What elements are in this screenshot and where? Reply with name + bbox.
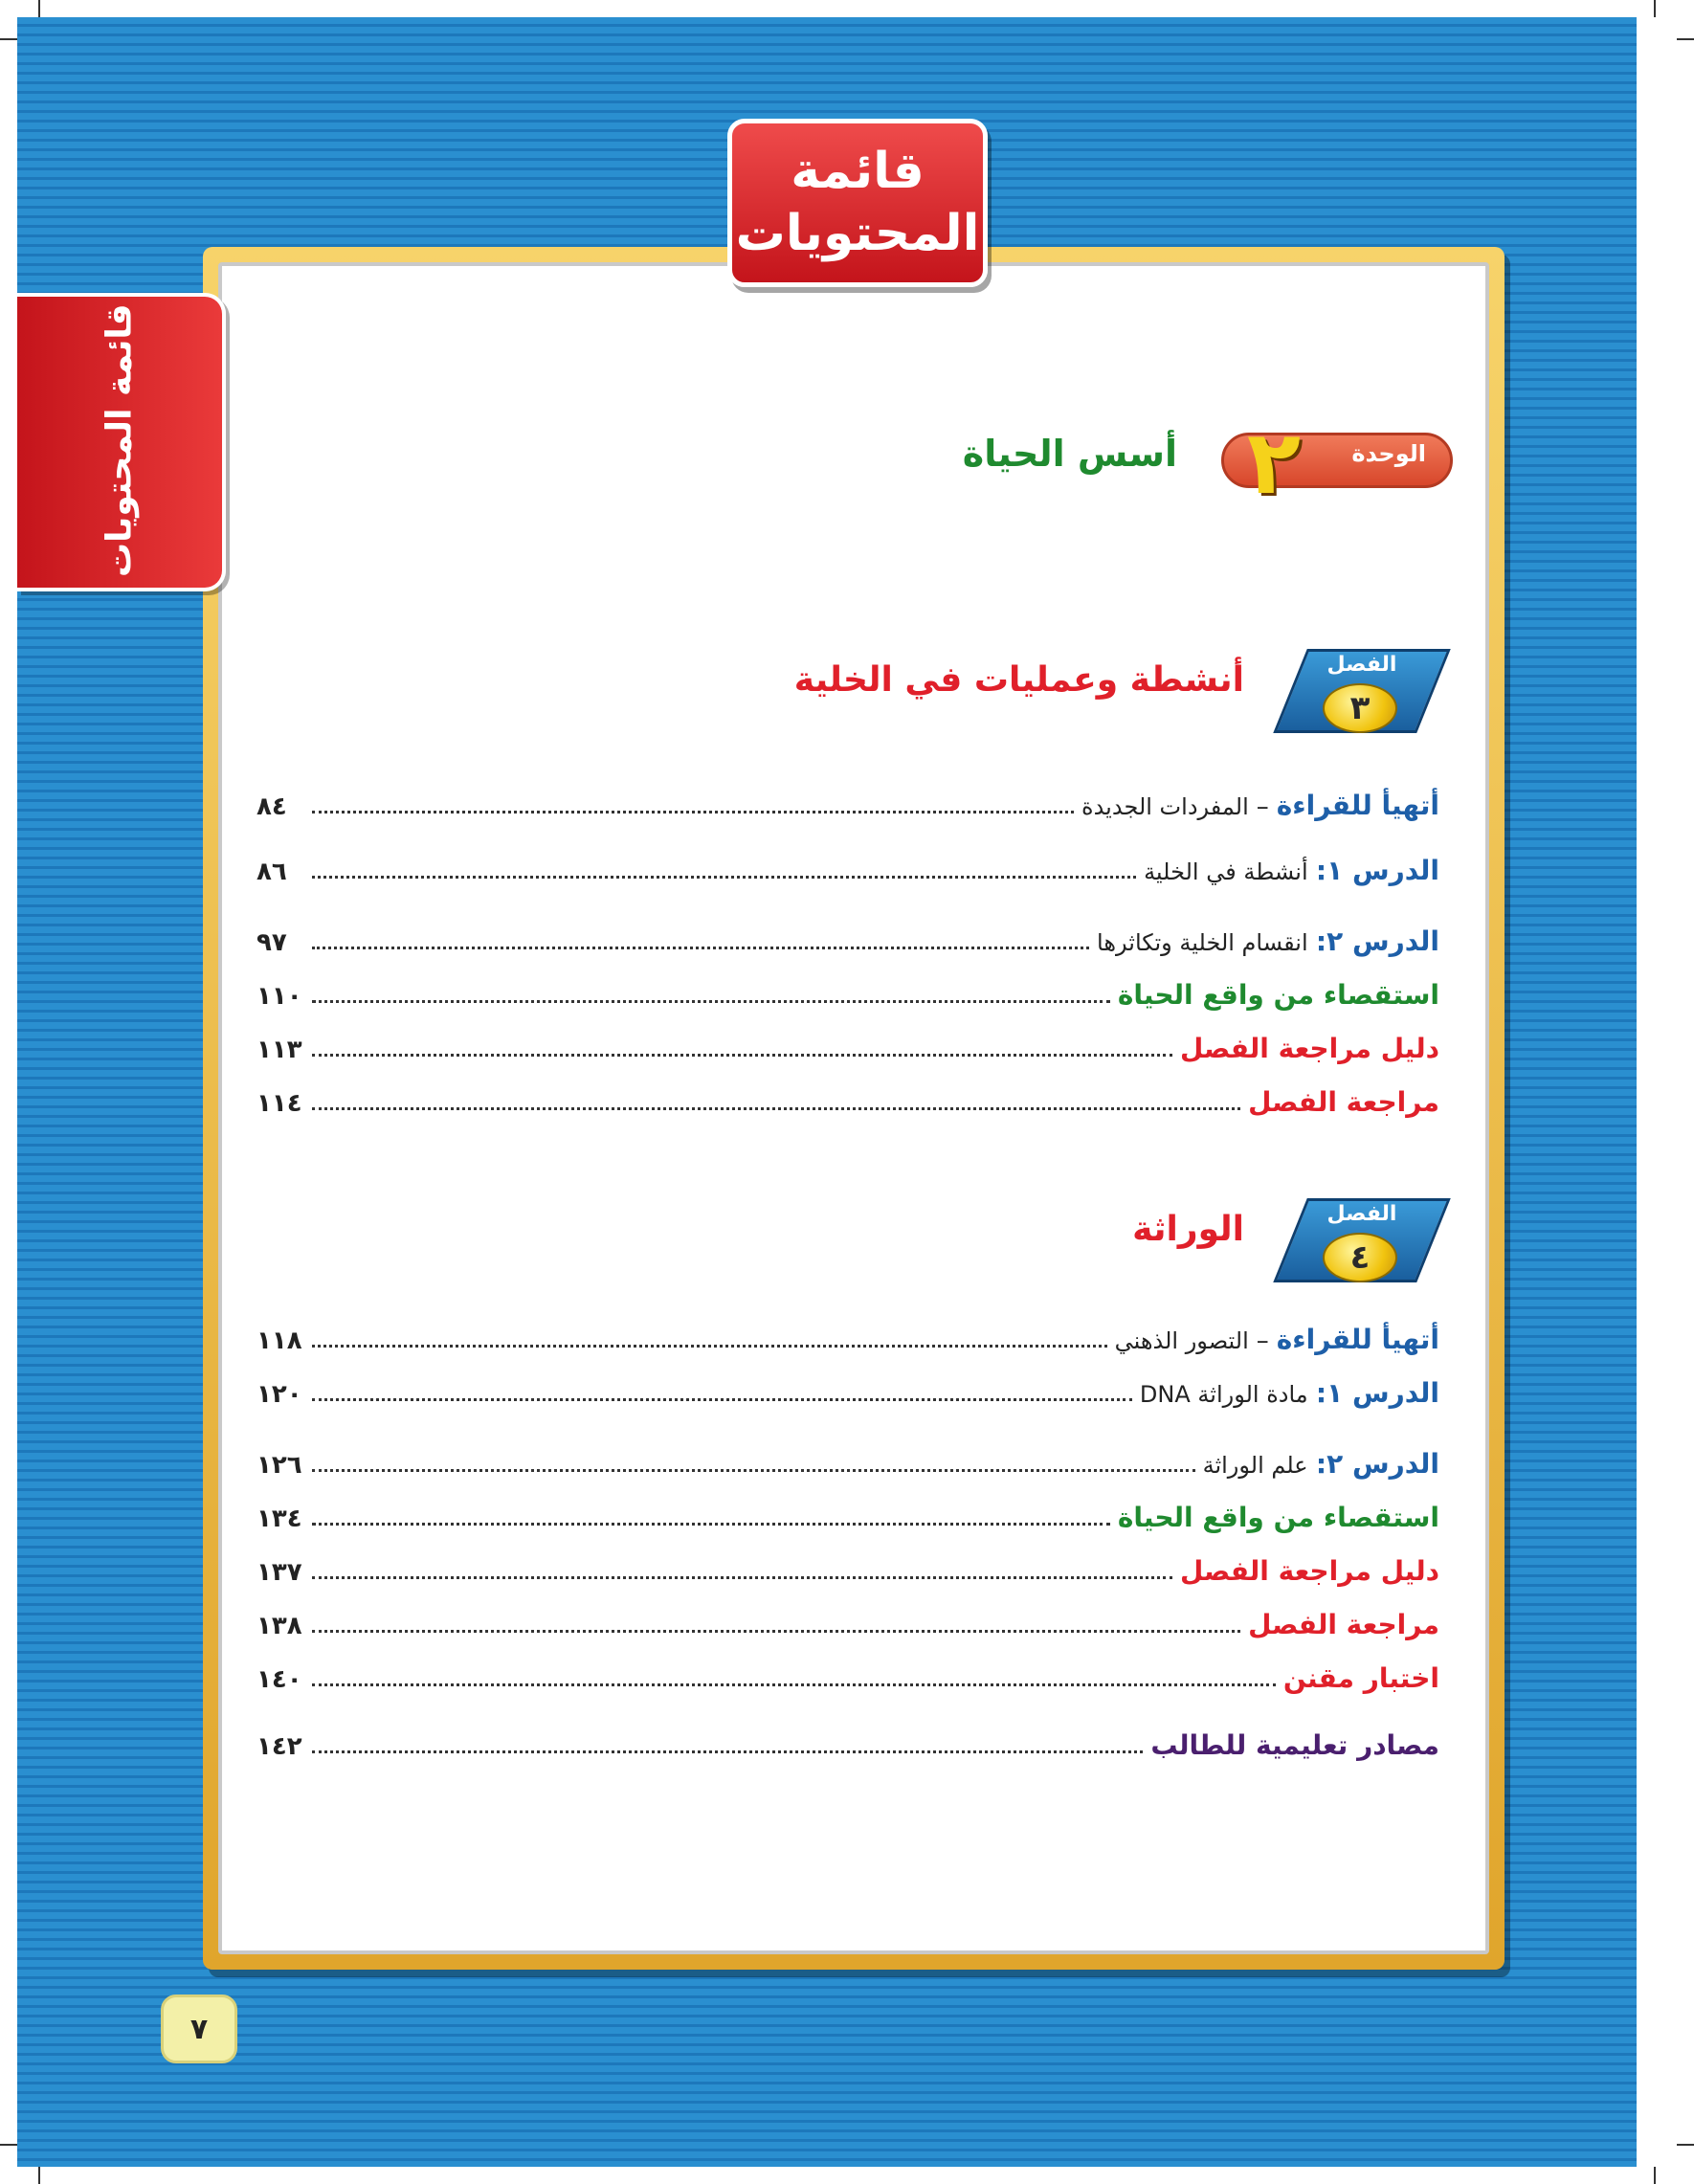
toc-leader-dots: [312, 876, 1136, 879]
toc-row[interactable]: [256, 848, 1439, 886]
toc-page-number: ١١٤: [256, 1089, 302, 1118]
toc-label: مصادر تعليمية للطالب: [1150, 1729, 1439, 1761]
toc-label: مراجعة الفصل: [1248, 1609, 1439, 1640]
unit-title: أسس الحياة: [962, 433, 1177, 475]
toc-leader-dots: [312, 1683, 1276, 1686]
toc-page-number: ١٢٠: [256, 1380, 302, 1409]
toc-leader-dots: [312, 1523, 1110, 1526]
toc-leader-dots: [312, 947, 1089, 949]
page-number: ٧: [161, 1995, 237, 2063]
toc-label: استقصاء من واقع الحياة: [1117, 979, 1439, 1011]
toc-page-number: ١٣٨: [256, 1612, 302, 1640]
chapter-label: الفصل: [1326, 1202, 1397, 1226]
toc-page-number: ٩٧: [256, 928, 287, 957]
toc-page-number: ١٤٠: [256, 1665, 302, 1694]
toc-row[interactable]: [256, 1495, 1439, 1533]
toc-row[interactable]: [256, 1656, 1439, 1694]
chapter-title: الوراثة: [1132, 1210, 1244, 1249]
toc-leader-dots: [312, 1107, 1240, 1110]
crop-mark: [1677, 2144, 1694, 2146]
toc-row[interactable]: [256, 972, 1439, 1011]
toc-leader-dots: [312, 811, 1074, 813]
chapter-number: ٣: [1323, 683, 1397, 733]
toc-leader-dots: [312, 1000, 1110, 1003]
toc-label: الدرس ٢: انقسام الخلية وتكاثرها: [1097, 925, 1439, 957]
crop-mark: [38, 0, 40, 17]
page-title-line2: المحتويات: [735, 205, 980, 262]
toc-leader-dots: [312, 1576, 1172, 1579]
crop-mark: [0, 38, 17, 40]
toc-page-number: ١١٨: [256, 1326, 302, 1355]
toc-page-number: ١٢٦: [256, 1451, 302, 1480]
crop-mark: [38, 2167, 40, 2184]
chapter-title: أنشطة وعمليات في الخلية: [793, 660, 1244, 700]
toc-page-number: ٨٤: [256, 792, 287, 821]
toc-page-number: ١١٣: [256, 1036, 302, 1064]
toc-label: دليل مراجعة الفصل: [1180, 1033, 1439, 1064]
toc-row[interactable]: [256, 919, 1439, 957]
toc-row[interactable]: [256, 1441, 1439, 1480]
toc-leader-dots: [312, 1750, 1143, 1753]
toc-leader-dots: [312, 1398, 1132, 1401]
toc-row[interactable]: [256, 1371, 1439, 1409]
toc-page-number: ١٤٢: [256, 1732, 302, 1761]
toc-row[interactable]: [256, 783, 1439, 821]
unit-label: الوحدة: [1351, 440, 1426, 467]
toc-page-number: ١١٠: [256, 982, 302, 1011]
toc-label: أتهيأ للقراءة–المفردات الجديدة: [1081, 790, 1439, 821]
crop-mark: [0, 2144, 17, 2146]
chapter-label: الفصل: [1326, 653, 1397, 677]
toc-page-number: ١٣٧: [256, 1558, 302, 1587]
toc-label: استقصاء من واقع الحياة: [1117, 1502, 1439, 1533]
toc-leader-dots: [312, 1345, 1107, 1348]
toc-page-number: ٨٦: [256, 858, 287, 886]
toc-label: أتهيأ للقراءة–التصور الذهني: [1114, 1324, 1439, 1355]
toc-label: الدرس ١: مادة الوراثة DNA: [1139, 1377, 1439, 1409]
toc-label: الدرس ١: أنشطة في الخلية: [1144, 855, 1439, 886]
toc-leader-dots: [312, 1054, 1172, 1057]
page-title: [727, 119, 988, 287]
crop-mark: [1654, 0, 1656, 17]
toc-row[interactable]: [256, 1602, 1439, 1640]
unit-number: ٢: [1246, 412, 1302, 514]
page-title-line1: قائمة: [791, 143, 925, 200]
toc-page-number: ١٣٤: [256, 1504, 302, 1533]
toc-row[interactable]: [256, 1026, 1439, 1064]
toc-row[interactable]: [256, 1549, 1439, 1587]
toc-leader-dots: [312, 1630, 1240, 1633]
toc-row[interactable]: [256, 1080, 1439, 1118]
toc-row-resources[interactable]: [256, 1723, 1439, 1761]
toc-row[interactable]: [256, 1317, 1439, 1355]
toc-label: دليل مراجعة الفصل: [1180, 1555, 1439, 1587]
toc-label: اختبار مقنن: [1282, 1662, 1439, 1694]
toc-label: مراجعة الفصل: [1248, 1086, 1439, 1118]
crop-mark: [1677, 38, 1694, 40]
side-tab-label: قائمة المحتويات: [100, 303, 140, 577]
toc-leader-dots: [312, 1469, 1195, 1472]
toc-label: الدرس ٢: علم الوراثة: [1202, 1448, 1439, 1480]
crop-mark: [1654, 2167, 1656, 2184]
chapter-number: ٤: [1323, 1233, 1397, 1282]
